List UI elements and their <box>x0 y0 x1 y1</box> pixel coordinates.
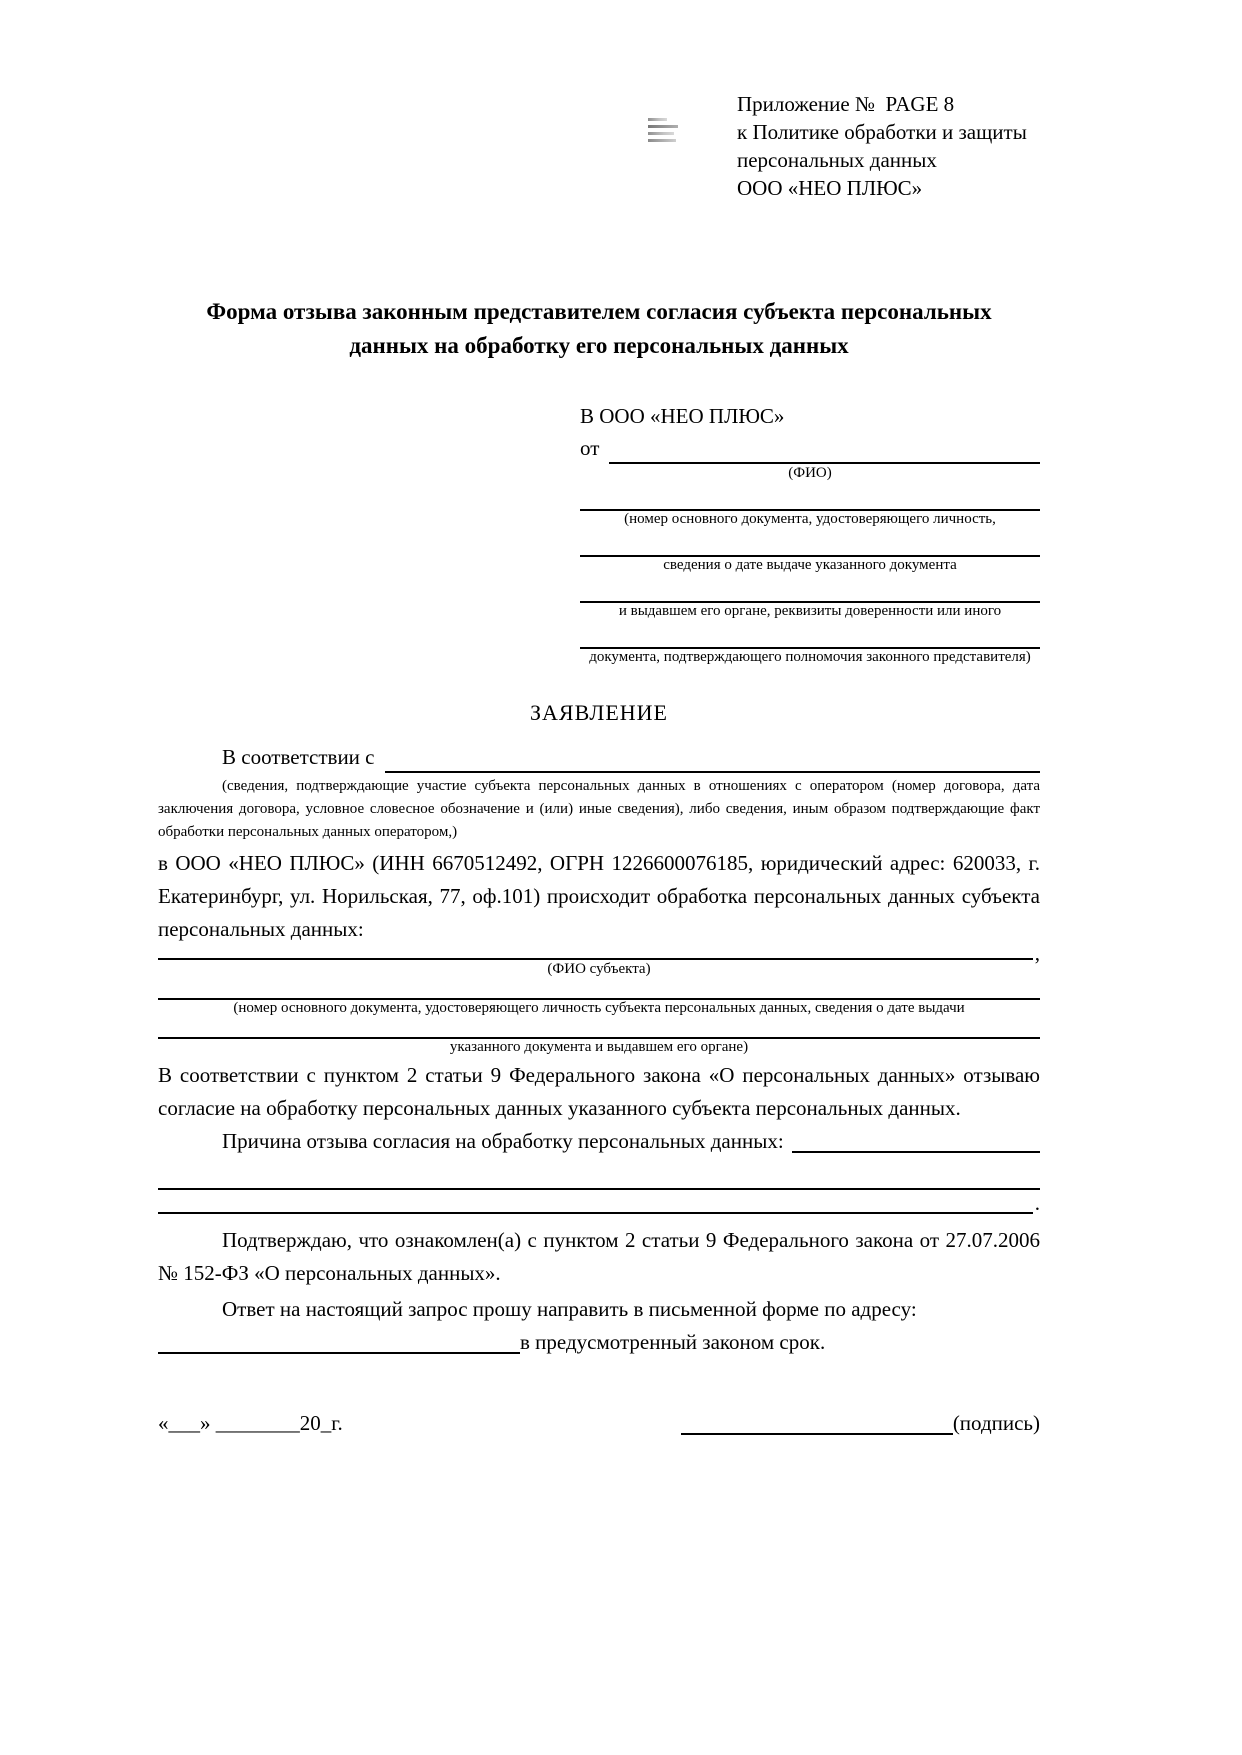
doc-number-field-line[interactable] <box>580 482 1040 511</box>
basis-caption: (сведения, подтверждающие участие субъекта персональных данных в отношениях с оператором (номер договора, дата заключения договора, условное словесное обозначение и (или) иные сведения), либо сведения, иным образом подтверждающие факт обработки персональных данных оператором,) <box>158 778 1040 840</box>
reason-extra-line-2-row <box>158 1190 1040 1214</box>
reason-row <box>158 1125 1040 1158</box>
recipient-to: В ООО «НЕО ПЛЮС» <box>580 404 785 428</box>
policy-line-2: персональных данных <box>737 148 937 172</box>
page-title: Форма отзыва законным представителем согласия субъекта персональных данных на обработку его персональных данных <box>206 299 992 358</box>
signature-spacer <box>343 1407 681 1440</box>
subject-doc-field-1 <box>158 978 1040 1017</box>
doc-powers-caption: документа, подтверждающего полномочия законного представителя) <box>589 649 1031 665</box>
reply-tail: в предусмотренный законом срок. <box>520 1330 826 1354</box>
statement-heading: ЗАЯВЛЕНИЕ <box>530 700 668 725</box>
signature-caption: (подпись) <box>952 1411 1040 1435</box>
reason-label: Причина отзыва согласия на обработку персональных данных: <box>222 1129 784 1153</box>
from-row <box>580 433 1040 464</box>
doc-powers-field-line[interactable] <box>580 620 1040 649</box>
withdrawal-paragraph: В соответствии с пунктом 2 статьи 9 Федерального закона «О персональных данных» отзываю согласие на обработку персональных данных указанного субъекта персональных данных. <box>158 1063 1040 1120</box>
representative-doc-field-1 <box>580 482 1040 528</box>
subject-doc-field-line-2[interactable] <box>158 1017 1040 1039</box>
reason-extra-line-1[interactable] <box>158 1158 1040 1190</box>
company-name-line: ООО «НЕО ПЛЮС» <box>737 176 923 200</box>
subject-fio-row <box>158 941 1040 965</box>
signature-field-line[interactable] <box>681 1407 953 1435</box>
recipient-block <box>580 400 1040 666</box>
representative-doc-field-3 <box>580 574 1040 620</box>
subject-doc-field-2 <box>158 1017 1040 1056</box>
representative-fio-field-line[interactable] <box>609 433 1040 464</box>
representative-doc-field-4 <box>580 620 1040 666</box>
subject-fio-trailing-comma: , <box>1034 941 1040 965</box>
reason-extra-line-2[interactable] <box>158 1212 1033 1214</box>
accordance-row <box>158 742 1040 773</box>
accordance-field-line[interactable] <box>385 742 1041 773</box>
confirmation-paragraph: Подтверждаю, что ознакомлен(а) с пунктом 2 статьи 9 Федерального закона от 27.07.2006 № 152-ФЗ «О персональных данных». <box>158 1228 1040 1285</box>
date-blank[interactable]: «___» ________20_г. <box>158 1411 343 1435</box>
reply-row <box>158 1326 1040 1359</box>
reason-trailing-period: . <box>1034 1191 1040 1215</box>
doc-authority-field-line[interactable] <box>580 574 1040 603</box>
subject-doc-field-line-1[interactable] <box>158 978 1040 1000</box>
accordance-label: В соответствии с <box>222 745 375 769</box>
representative-doc-field-2 <box>580 528 1040 574</box>
reply-paragraph: Ответ на настоящий запрос прошу направить в письменной форме по адресу: <box>222 1297 917 1321</box>
subject-doc-caption-2: указанного документа и выдавшем его органе) <box>449 1039 749 1055</box>
policy-line-1: к Политике обработки и защиты <box>737 120 1027 144</box>
doc-issue-date-caption: сведения о дате выдаче указанного документа <box>663 557 957 573</box>
text-lines-icon <box>648 118 678 142</box>
doc-authority-caption: и выдавшем его органе, реквизиты доверенности или иного <box>618 603 1002 619</box>
from-label: от <box>580 436 600 460</box>
fio-caption: (ФИО) <box>788 465 832 481</box>
subject-fio-field-line[interactable] <box>158 958 1033 960</box>
reason-field-line[interactable] <box>792 1125 1040 1153</box>
subject-doc-caption-1: (номер основного документа, удостоверяющего личность субъекта персональных данных, сведения о дате выдачи <box>233 1000 965 1016</box>
subject-fio-caption: (ФИО субъекта) <box>547 961 651 977</box>
appendix-number-line: Приложение № PAGE 8 <box>737 92 955 116</box>
doc-number-caption: (номер основного документа, удостоверяющего личность, <box>624 511 996 527</box>
appendix-header <box>737 90 1027 202</box>
operator-paragraph: в ООО «НЕО ПЛЮС» (ИНН 6670512492, ОГРН 1226600076185, юридический адрес: 620033, г. Екатеринбург, ул. Норильская, 77, оф.101) происходит обработка персональных данных субъекта персональных данных: <box>158 851 1040 941</box>
doc-issue-date-field-line[interactable] <box>580 528 1040 557</box>
reply-address-field-line[interactable] <box>158 1326 520 1354</box>
signature-row <box>158 1407 1040 1440</box>
